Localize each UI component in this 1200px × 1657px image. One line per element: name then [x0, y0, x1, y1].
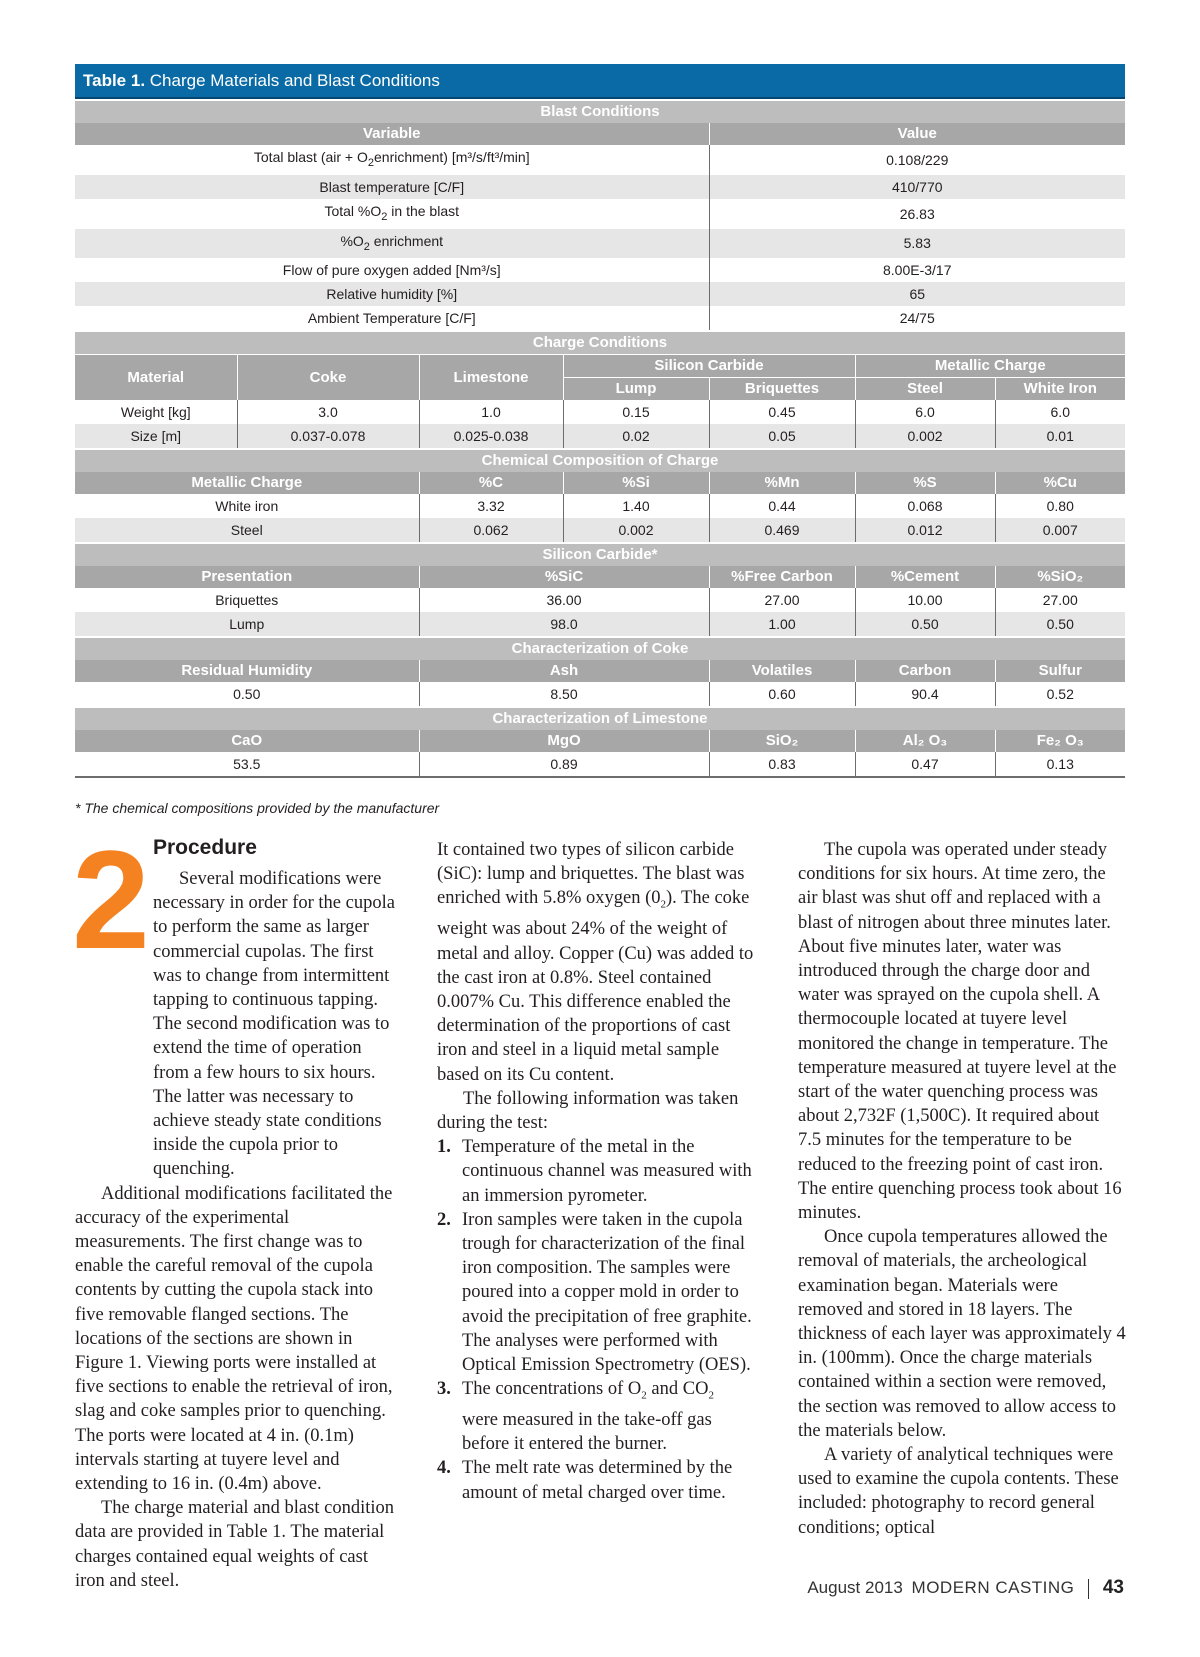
cell: 0.47: [855, 752, 995, 777]
row-label: Lump: [75, 612, 419, 636]
header-sio2: %SiO₂: [995, 566, 1125, 588]
cell: 0.52: [995, 682, 1125, 706]
charge-row-weight: [75, 400, 1125, 424]
cell: 0.50: [233, 686, 261, 703]
list-item: 2. Iron samples were taken in the cupola trough for characterization of the final iron composition. The samples were poured into a copper mold in order to avoid the precipitation of free graphite. The analyses were performed with Optical Emission Spectrometry (OES).: [437, 1209, 752, 1375]
cell: 3.32: [419, 494, 563, 518]
cell: 0.05: [709, 424, 855, 448]
list-item: 3. The concentrations of $O_2$ and $CO_2$ were measured in the take-off gas before it entered the burner.: [437, 1379, 714, 1455]
header-cao: CaO: [75, 730, 419, 752]
cell: 8.50: [419, 682, 709, 706]
section-coke: Characterization of Coke: [75, 636, 1125, 660]
blast-row: [75, 282, 1125, 306]
cell: 0.01: [995, 424, 1125, 448]
cell: 0.44: [709, 494, 855, 518]
section-limestone: Characterization of Limestone: [75, 706, 1125, 730]
cell: 0.80: [995, 494, 1125, 518]
cell: 53.5: [233, 756, 261, 773]
sic-row-briquettes: [75, 588, 1125, 612]
cell: 0.025-0.038: [419, 424, 563, 448]
cell: 27.00: [709, 588, 855, 612]
header-metallic-charge: Metallic Charge: [75, 472, 419, 494]
magazine-name: MODERN CASTING: [911, 1578, 1075, 1597]
table-label: Table 1.: [83, 71, 146, 90]
cell: 0.50: [855, 612, 995, 636]
row-label: Weight [kg]: [120, 404, 191, 421]
page-footer: [807, 1577, 1124, 1599]
header-briquettes: Briquettes: [709, 378, 855, 401]
text-column-3: [798, 838, 1126, 1540]
header-variable: Variable: [75, 123, 709, 145]
page-number: 43: [1102, 1577, 1124, 1598]
numbered-list: [437, 1135, 754, 1505]
header-ash: Ash: [419, 660, 709, 682]
header-value: Value: [709, 123, 1125, 145]
paragraph: It contained two types of silicon carbide (SiC): lump and briquettes. The blast was enriched with 5.8% oxygen $(0_2)$. The coke weight was about 24% of the weight of metal and alloy. Copper (Cu) was added to the cast iron at 0.8%. Steel contained 0.007% Cu. This difference enabled the determination of the proportions of cast iron and steel in a liquid metal sample based on its Cu content.: [437, 840, 754, 1085]
header-silicon-carbide: Silicon Carbide: [563, 355, 855, 378]
sic-row-lump: [75, 612, 1125, 636]
header-lump: Lump: [563, 378, 709, 401]
header-carbon: Carbon: [855, 660, 995, 682]
blast-value: 410/770: [709, 175, 1125, 199]
blast-variable: Ambient Temperature [C/F]: [307, 310, 476, 327]
header-s: %S: [855, 472, 995, 494]
cell: 0.037-0.078: [237, 424, 419, 448]
header-mgo: MgO: [419, 730, 709, 752]
cell: 0.012: [855, 518, 995, 542]
header-volatiles: Volatiles: [709, 660, 855, 682]
cell: 1.00: [709, 612, 855, 636]
paragraph: A variety of analytical techniques were used to examine the cupola contents. These included: photography to record general conditions; optical: [798, 1445, 1119, 1538]
blast-row: [75, 175, 1125, 199]
header-residual-humidity: Residual Humidity: [75, 660, 419, 682]
cell: 0.45: [709, 400, 855, 424]
header-c: %C: [419, 472, 563, 494]
chem-row-steel: [75, 518, 1125, 542]
blast-variable: Total %O: [324, 202, 382, 219]
blast-value: 24/75: [709, 306, 1125, 330]
paragraph: Additional modifications facilitated the accuracy of the experimental measurements. The first change was to enable the careful removal of the cupola contents by cutting the cupola stack into five removable flanged sections. The locations of the sections are shown in Figure 1. Viewing ports were installed at five sections to enable the retrieval of iron, slag and coke samples prior to quenching. The ports were located at 4 in. (0.1m) intervals starting at tuyere level and extending to 16 in. (0.4m) above.: [75, 1183, 393, 1495]
blast-variable: Blast temperature [C/F]: [75, 175, 709, 199]
blast-value: 8.00E-3/17: [709, 258, 1125, 282]
blast-row: Total blast $(air + O_2enrichment)$ [m³/s/ft³/min] 0.108/229: [75, 145, 1125, 175]
blast-value: 5.83: [709, 229, 1125, 259]
blast-variable: %O: [340, 232, 364, 249]
cell: 0.002: [563, 518, 709, 542]
row-label: Size [m]: [75, 424, 237, 448]
blast-value: 65: [709, 282, 1125, 306]
list-item: 4. The melt rate was determined by the amount of metal charged over time.: [437, 1458, 733, 1503]
table-title: [75, 64, 1125, 99]
blast-row: Total $\%O_2$ in the blast 26.83: [75, 199, 1125, 229]
cell: 0.60: [709, 682, 855, 706]
cell: 0.02: [563, 424, 709, 448]
row-label: Briquettes: [215, 592, 279, 609]
paragraph: The following information was taken during the test:: [437, 1088, 739, 1133]
blast-variable: Relative humidity [%]: [75, 282, 709, 306]
cell: 0.007: [995, 518, 1125, 542]
header-coke: Coke: [237, 355, 419, 401]
section-silicon-carbide: Silicon Carbide*: [75, 542, 1125, 566]
header-steel: Steel: [855, 378, 995, 401]
blast-variable: Flow of pure oxygen added [Nm³/s]: [282, 262, 501, 279]
coke-row: [75, 682, 1125, 706]
header-free-carbon: %Free Carbon: [709, 566, 855, 588]
charge-row-size: [75, 424, 1125, 448]
header-limestone: Limestone: [419, 355, 563, 401]
list-item: 1. Temperature of the metal in the continuous channel was measured with an immersion pyrometer.: [437, 1137, 752, 1206]
header-metallic-charge: Metallic Charge: [855, 355, 1125, 378]
cell: 3.0: [237, 400, 419, 424]
cell: 0.13: [995, 752, 1125, 777]
section-number-dropcap: 2: [72, 821, 150, 978]
header-fe2o3: Fe₂ O₃: [995, 730, 1125, 752]
paragraph: Several modifications were necessary in order for the cupola to perform the same as larger commercial cupolas. The first was to change from intermittent tapping to continuous tapping. The second modification was to extend the time of operation from a few hours to six hours. The latter was necessary to achieve steady state conditions inside the cupola prior to quenching.: [153, 869, 395, 1180]
section-heading: Procedure: [153, 836, 257, 859]
section-chemical-composition: Chemical Composition of Charge: [75, 448, 1125, 472]
section-charge-conditions: Charge Conditions: [75, 330, 1125, 354]
header-sic: %SiC: [419, 566, 709, 588]
header-cement: %Cement: [855, 566, 995, 588]
cell: 0.89: [419, 752, 709, 777]
limestone-row: [75, 752, 1125, 777]
cell: 6.0: [855, 400, 995, 424]
header-sio2: SiO₂: [709, 730, 855, 752]
cell: 90.4: [855, 682, 995, 706]
cell: 0.15: [563, 400, 709, 424]
cell: 98.0: [419, 612, 709, 636]
cell: 1.0: [419, 400, 563, 424]
header-cu: %Cu: [995, 472, 1125, 494]
issue-date: August 2013: [807, 1578, 903, 1597]
text-column-2: [437, 838, 754, 1505]
paragraph: The charge material and blast condition data are provided in Table 1. The material charges contained equal weights of cast iron and steel.: [75, 1498, 394, 1591]
header-al2o3: Al₂ O₃: [855, 730, 995, 752]
cell: 0.062: [419, 518, 563, 542]
limestone-table: [75, 730, 1125, 778]
cell: 36.00: [419, 588, 709, 612]
cell: 10.00: [855, 588, 995, 612]
header-sulfur: Sulfur: [995, 660, 1125, 682]
cell: 0.83: [709, 752, 855, 777]
paragraph: Once cupola temperatures allowed the removal of materials, the archeological examination began. Materials were removed and stored in 18 layers. The thickness of each layer was approximately 4 in. (100mm). Once the charge materials contained within a section were removed, the section was removed to allow access to the materials below.: [798, 1227, 1126, 1441]
chem-row-white-iron: [75, 494, 1125, 518]
table-1: [75, 64, 1125, 778]
cell: 27.00: [995, 588, 1125, 612]
table-footnote: * The chemical compositions provided by the manufacturer: [75, 800, 440, 816]
section-blast-conditions: Blast Conditions: [75, 99, 1125, 123]
cell: 0.002: [855, 424, 995, 448]
header-si: %Si: [563, 472, 709, 494]
footer-divider: [1088, 1579, 1089, 1599]
sic-table: [75, 566, 1125, 636]
coke-table: [75, 660, 1125, 706]
cell: 1.40: [563, 494, 709, 518]
blast-row: [75, 306, 1125, 330]
cell: 6.0: [995, 400, 1125, 424]
header-white-iron: White Iron: [995, 378, 1125, 401]
row-label: Steel: [75, 518, 419, 542]
blast-table: [75, 123, 1125, 330]
cell: 0.469: [709, 518, 855, 542]
row-label: White iron: [215, 498, 279, 515]
header-presentation: Presentation: [75, 566, 419, 588]
blast-row: $\%O_2$ enrichment 5.83: [75, 229, 1125, 259]
table-caption: Charge Materials and Blast Conditions: [149, 71, 440, 90]
header-material: Material: [75, 355, 237, 401]
cell: 0.068: [855, 494, 995, 518]
cell: 0.50: [995, 612, 1125, 636]
blast-value: 0.108/229: [709, 145, 1125, 175]
chem-table: [75, 472, 1125, 542]
header-mn: %Mn: [709, 472, 855, 494]
charge-table: [75, 354, 1125, 448]
blast-variable: Total blast (air + O: [253, 149, 368, 165]
text-column-1: [75, 838, 400, 1593]
blast-value: 26.83: [709, 199, 1125, 229]
paragraph: The cupola was operated under steady conditions for six hours. At time zero, the air blast was shut off and replaced with a blast of nitrogen about three minutes later. About five minutes later, water was introduced through the charge door and water was sprayed on the cupola shell. A thermocouple located at tuyere level monitored the change in temperature. The temperature measured at tuyere level at the start of the water quenching process was about 2,732F (1,500C). It required about 7.5 minutes for the temperature to be reduced to the freezing point of cast iron. The entire quenching process took about 16 minutes.: [798, 840, 1122, 1224]
blast-row: [75, 258, 1125, 282]
